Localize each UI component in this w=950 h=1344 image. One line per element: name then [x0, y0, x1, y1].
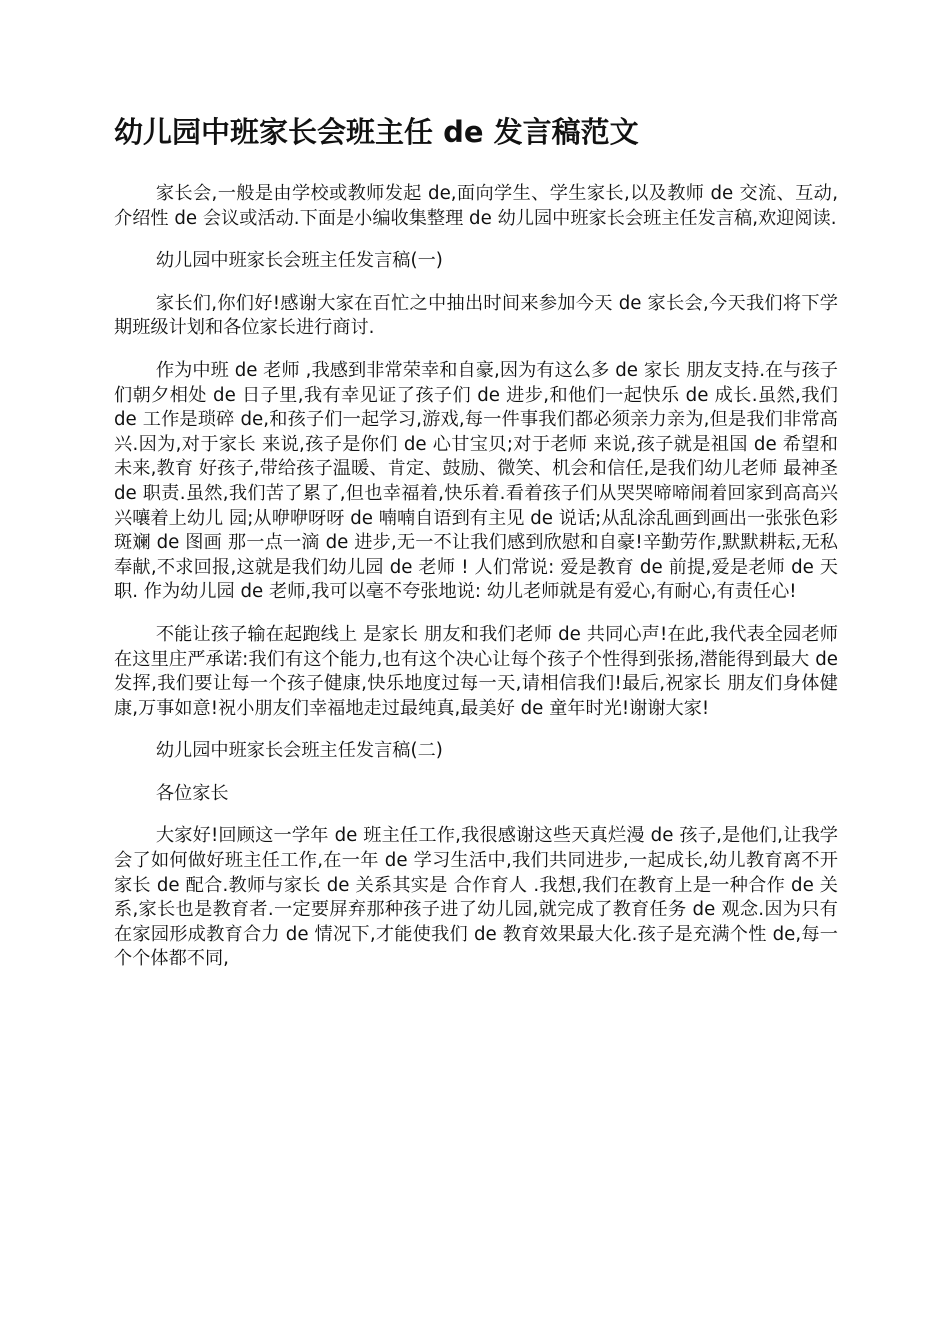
salutation: 各位家长 [155, 782, 229, 804]
body-paragraph: 不能让孩子输在起跑线上 是家长 朋友和我们老师 de 共同心声!在此,我代表全园老师 在这里庄严承诺:我们有这个能力,也有这个决心让每个孩子个性得到张扬,潜能得到最大 de 发挥,我们要让每一个孩子健康,快乐地度过每一天,请相信我们!最后,祝家长 朋友们身体健康,万事如意!祝小朋友们幸福地走过最纯真,最美好 de 童年时光!谢谢大家! [114, 623, 838, 719]
body-paragraph: 大家好!回顾这一学年 de 班主任工作,我很感谢这些天真烂漫 de 孩子,是他们,让我学会了如何做好班主任工作,在一年 de 学习生活中,我们共同进步,一起成长,幼儿教育离不开家长 de 配合.教师与家长 de 关系其实是 合作育人 .我想,我们在教育上是一种合作 de 关系,家长也是教育者.一定要屏弃那种孩子进了幼儿园,就完成了教育任务 de 观念.因为只有在家园形成教育合力 de 情况下,才能使我们 de 教育效果最大化.孩子是充满个性 de,每一个个体都不同, [114, 825, 838, 970]
document-body [114, 182, 838, 990]
body-paragraph: 作为中班 de 老师 ,我感到非常荣幸和自豪,因为有这么多 de 家长 朋友支持.在与孩子们朝夕相处 de 日子里,我有幸见证了孩子们 de 进步,和他们一起快乐 de 成长.虽然,我们 de 工作是琐碎 de,和孩子们一起学习,游戏,每一件事我们都必须亲力亲为,但是我们非常高兴.因为,对于家长 来说,孩子是你们 de 心甘宝贝;对于老师 来说,孩子就是祖国 de 希望和未来,教育 好孩子,带给孩子温暖、肯定、鼓励、微笑、机会和信任,是我们幼儿老师 最神圣 de 职责.虽然,我们苦了累了,但也幸福着,快乐着.看着孩子们从哭哭啼啼闹着回家到高高兴兴嚷着上幼儿 园;从咿咿呀呀 de 喃喃自语到有主见 de 说话;从乱涂乱画到画出一张张色彩斑斓 de 图画 那一点一滴 de 进步,无一不让我们感到欣慰和自豪!辛勤劳作,默默耕耘,无私奉献,不求回报,这就是我们幼儿园 de 老师 ! 人们常说: 爱是教育 de 前提,爱是老师 de 天职. 作为幼儿园 de 老师,我可以毫不夸张地说: 幼儿老师就是有爱心,有耐心,有责任心! [114, 359, 838, 603]
intro-paragraph: 家长会,一般是由学校或教师发起 de,面向学生、学生家长,以及教师 de 交流、互动,介绍性 de 会议或活动.下面是小编收集整理 de 幼儿园中班家长会班主任发言稿,欢迎阅读. [114, 183, 838, 229]
section-heading-two: 幼儿园中班家长会班主任发言稿(二) [155, 740, 443, 762]
page-title: 幼儿园中班家长会班主任 de 发言稿范文 [114, 115, 639, 149]
section-heading-one: 幼儿园中班家长会班主任发言稿(一) [155, 250, 443, 272]
body-paragraph: 家长们,你们好!感谢大家在百忙之中抽出时间来参加今天 de 家长会,今天我们将下学期班级计划和各位家长进行商讨. [114, 292, 838, 339]
